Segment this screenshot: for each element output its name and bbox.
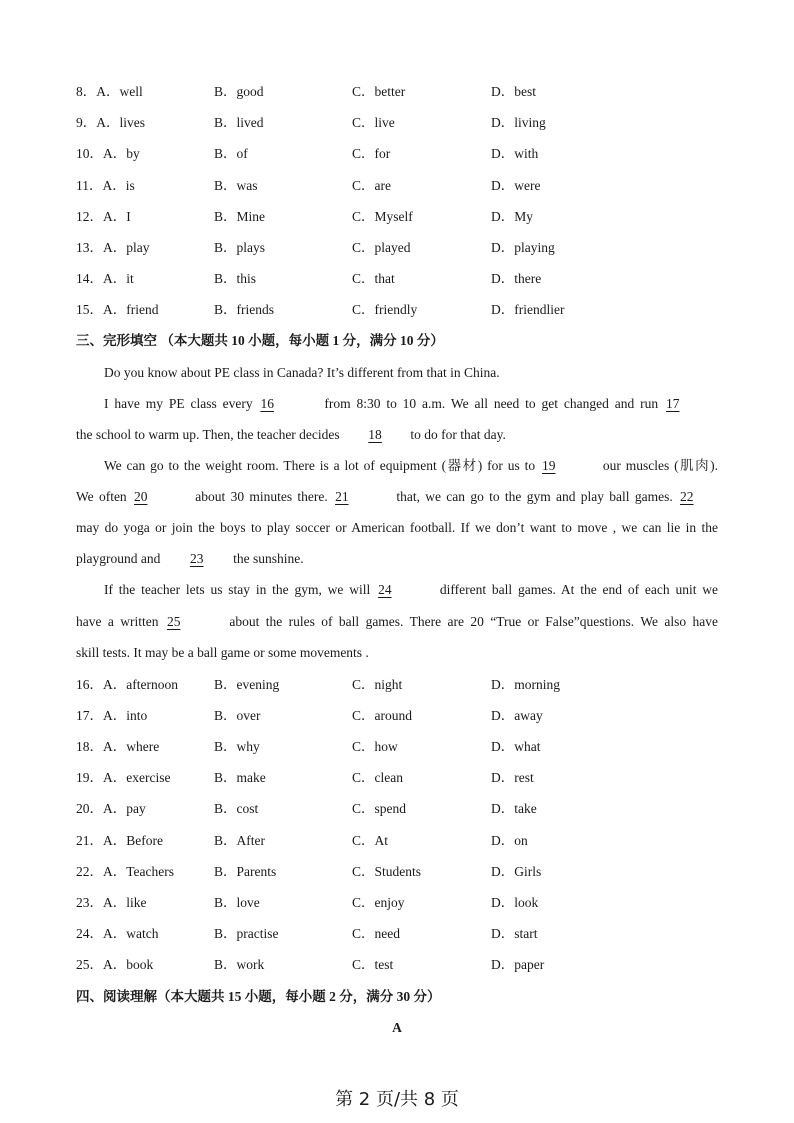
- option-a: A．Teachers: [103, 863, 175, 879]
- option-d: D．what: [491, 739, 541, 755]
- option-c: C．how: [352, 739, 398, 755]
- question-number: 25．: [76, 956, 103, 972]
- option-a: A．like: [103, 894, 147, 910]
- option-a: A．into: [103, 708, 148, 724]
- option-a: A．well: [96, 84, 143, 99]
- section4-title: 四、阅读理解（本大题共 15 小题，每小题 2 分，满分 30 分）: [76, 989, 441, 1004]
- option-c: C．spend: [352, 801, 406, 817]
- option-d: D．morning: [491, 677, 560, 692]
- option-b: B．over: [214, 708, 261, 724]
- question-number: 13．: [76, 240, 103, 255]
- option-a: A．it: [103, 271, 134, 287]
- question-number-and-option-a: [76, 955, 153, 975]
- option-c: C．enjoy: [352, 894, 405, 910]
- option-a: A．where: [103, 739, 160, 755]
- question-number-and-option-a: [76, 893, 147, 913]
- question-number-and-option-a: [76, 737, 159, 757]
- option-b: B．work: [214, 956, 265, 972]
- option-d: D．Girls: [491, 863, 542, 879]
- blank-21: 21: [335, 489, 349, 504]
- blank-25: 25: [166, 614, 181, 629]
- passage-line: skill tests. It may be a ball game or some movements .: [76, 645, 369, 660]
- option-b: B．love: [214, 894, 260, 910]
- option-c: C．clean: [352, 770, 403, 786]
- option-a: A．watch: [103, 925, 159, 941]
- option-c: C．are: [352, 177, 391, 193]
- option-c: C．need: [352, 925, 400, 941]
- question-number: 22．: [76, 863, 103, 879]
- passage-line: I have my PE class every 16 from 8:30 to 10 a.m. We all need to get changed and run 17: [76, 394, 718, 414]
- blank-19: 19: [541, 458, 556, 473]
- option-a: A．Before: [103, 832, 163, 848]
- option-d: D．there: [491, 271, 542, 287]
- option-a: A．book: [103, 956, 154, 972]
- question-number: 9．: [76, 115, 97, 131]
- question-number: 14．: [76, 271, 103, 287]
- question-number: 23．: [76, 894, 103, 910]
- option-d: D．living: [491, 115, 546, 131]
- option-d: D．playing: [491, 240, 555, 255]
- question-number: 12．: [76, 208, 103, 224]
- passage-line: We can go to the weight room. There is a lot of equipment (器材) for us to 19 our muscles (肌肉).: [76, 456, 718, 476]
- option-a: A．I: [103, 208, 131, 224]
- passage-line: may do yoga or join the boys to play soccer or American football. If we don’t want to move , we can lie in the: [76, 520, 718, 535]
- blank-22: 22: [680, 489, 694, 504]
- option-b: B．lived: [214, 115, 264, 131]
- question-number: 21．: [76, 832, 103, 848]
- passage-line: If the teacher lets us stay in the gym, we will 24 different ball games. At the end of each unit we: [76, 580, 718, 600]
- question-number-and-option-a: [76, 238, 150, 258]
- question-number-and-option-a: [76, 831, 163, 851]
- passage-line: Do you know about PE class in Canada? It’s different from that in China.: [104, 365, 500, 380]
- option-b: B．good: [214, 84, 264, 99]
- question-number-and-option-a: [76, 799, 146, 819]
- option-b: B．of: [214, 146, 248, 162]
- option-b: B．why: [214, 739, 260, 755]
- page-footer: 第 2 页/共 8 页: [335, 1089, 459, 1110]
- option-d: D．best: [491, 84, 536, 99]
- option-b: B．After: [214, 832, 265, 848]
- question-number: 24．: [76, 925, 103, 941]
- option-c: C．better: [352, 84, 406, 99]
- question-number-and-option-a: [76, 706, 147, 726]
- question-number-and-option-a: [76, 113, 145, 133]
- option-d: D．look: [491, 894, 539, 910]
- blank-23: 23: [189, 551, 204, 566]
- option-b: B．evening: [214, 677, 280, 692]
- option-b: B．practise: [214, 925, 279, 941]
- question-number-and-option-a: [76, 300, 158, 320]
- option-b: B．friends: [214, 302, 274, 318]
- option-b: B．Parents: [214, 863, 277, 879]
- option-b: B．Mine: [214, 208, 266, 224]
- passage-line: have a written 25 about the rules of ball games. There are 20 “True or False”questions. We also have: [76, 612, 718, 632]
- blank-17: 17: [666, 396, 680, 411]
- question-number-and-option-a: [76, 144, 140, 164]
- option-b: B．was: [214, 177, 258, 193]
- question-number-and-option-a: [76, 269, 134, 289]
- option-c: C．live: [352, 115, 395, 131]
- blank-24: 24: [378, 582, 392, 597]
- option-d: D．rest: [491, 770, 534, 786]
- question-number: 16．: [76, 677, 103, 692]
- option-c: C．that: [352, 271, 395, 287]
- passage-line: the school to warm up. Then, the teacher decides 18 to do for that day.: [76, 425, 718, 445]
- passage-line: playground and 23 the sunshine.: [76, 549, 718, 569]
- question-number-and-option-a: [76, 675, 178, 695]
- blank-18: 18: [368, 427, 382, 442]
- option-d: D．take: [491, 801, 537, 817]
- option-c: C．Myself: [352, 208, 413, 224]
- question-number: 11．: [76, 177, 103, 193]
- question-number: 18．: [76, 739, 103, 755]
- passage-label: A: [392, 1020, 402, 1035]
- option-d: D．on: [491, 832, 528, 848]
- blank-20: 20: [133, 489, 148, 504]
- option-b: B．plays: [214, 240, 266, 255]
- question-number-and-option-a: [76, 768, 170, 788]
- option-d: D．were: [491, 177, 541, 193]
- option-a: A．lives: [96, 115, 145, 131]
- option-d: D．My: [491, 208, 534, 224]
- option-c: C．played: [352, 240, 411, 255]
- option-a: A．is: [102, 177, 135, 193]
- question-number: 19．: [76, 770, 103, 786]
- option-c: C．for: [352, 146, 391, 162]
- question-number: 8．: [76, 84, 97, 99]
- option-a: A．afternoon: [103, 677, 178, 692]
- question-number: 10．: [76, 146, 103, 162]
- blank-16: 16: [260, 396, 274, 411]
- passage-line: We often 20 about 30 minutes there. 21 that, we can go to the gym and play ball games. 22: [76, 487, 718, 507]
- question-number: 20．: [76, 801, 103, 817]
- option-b: B．make: [214, 770, 266, 786]
- option-a: A．friend: [103, 302, 159, 318]
- option-a: A．pay: [103, 801, 146, 817]
- option-d: D．friendlier: [491, 302, 565, 318]
- option-c: C．At: [352, 832, 389, 848]
- question-number: 17．: [76, 708, 103, 724]
- option-a: A．by: [103, 146, 140, 162]
- question-number-and-option-a: [76, 207, 131, 227]
- question-number-and-option-a: [76, 924, 158, 944]
- section3-title: 三、完形填空 （本大题共 10 小题，每小题 1 分，满分 10 分）: [76, 333, 444, 348]
- option-d: D．away: [491, 708, 543, 724]
- option-b: B．this: [214, 271, 257, 287]
- option-c: C．Students: [352, 863, 422, 879]
- option-c: C．test: [352, 956, 394, 972]
- option-d: D．with: [491, 146, 539, 162]
- option-b: B．cost: [214, 801, 259, 817]
- question-number: 15．: [76, 302, 103, 318]
- option-d: D．paper: [491, 956, 545, 972]
- option-a: A．play: [103, 240, 150, 255]
- option-c: C．around: [352, 708, 412, 724]
- option-a: A．exercise: [103, 770, 171, 786]
- option-c: C．night: [352, 677, 403, 692]
- question-number-and-option-a: [76, 862, 174, 882]
- option-c: C．friendly: [352, 302, 418, 318]
- question-number-and-option-a: [76, 82, 143, 102]
- question-number-and-option-a: [76, 176, 135, 196]
- option-d: D．start: [491, 925, 538, 941]
